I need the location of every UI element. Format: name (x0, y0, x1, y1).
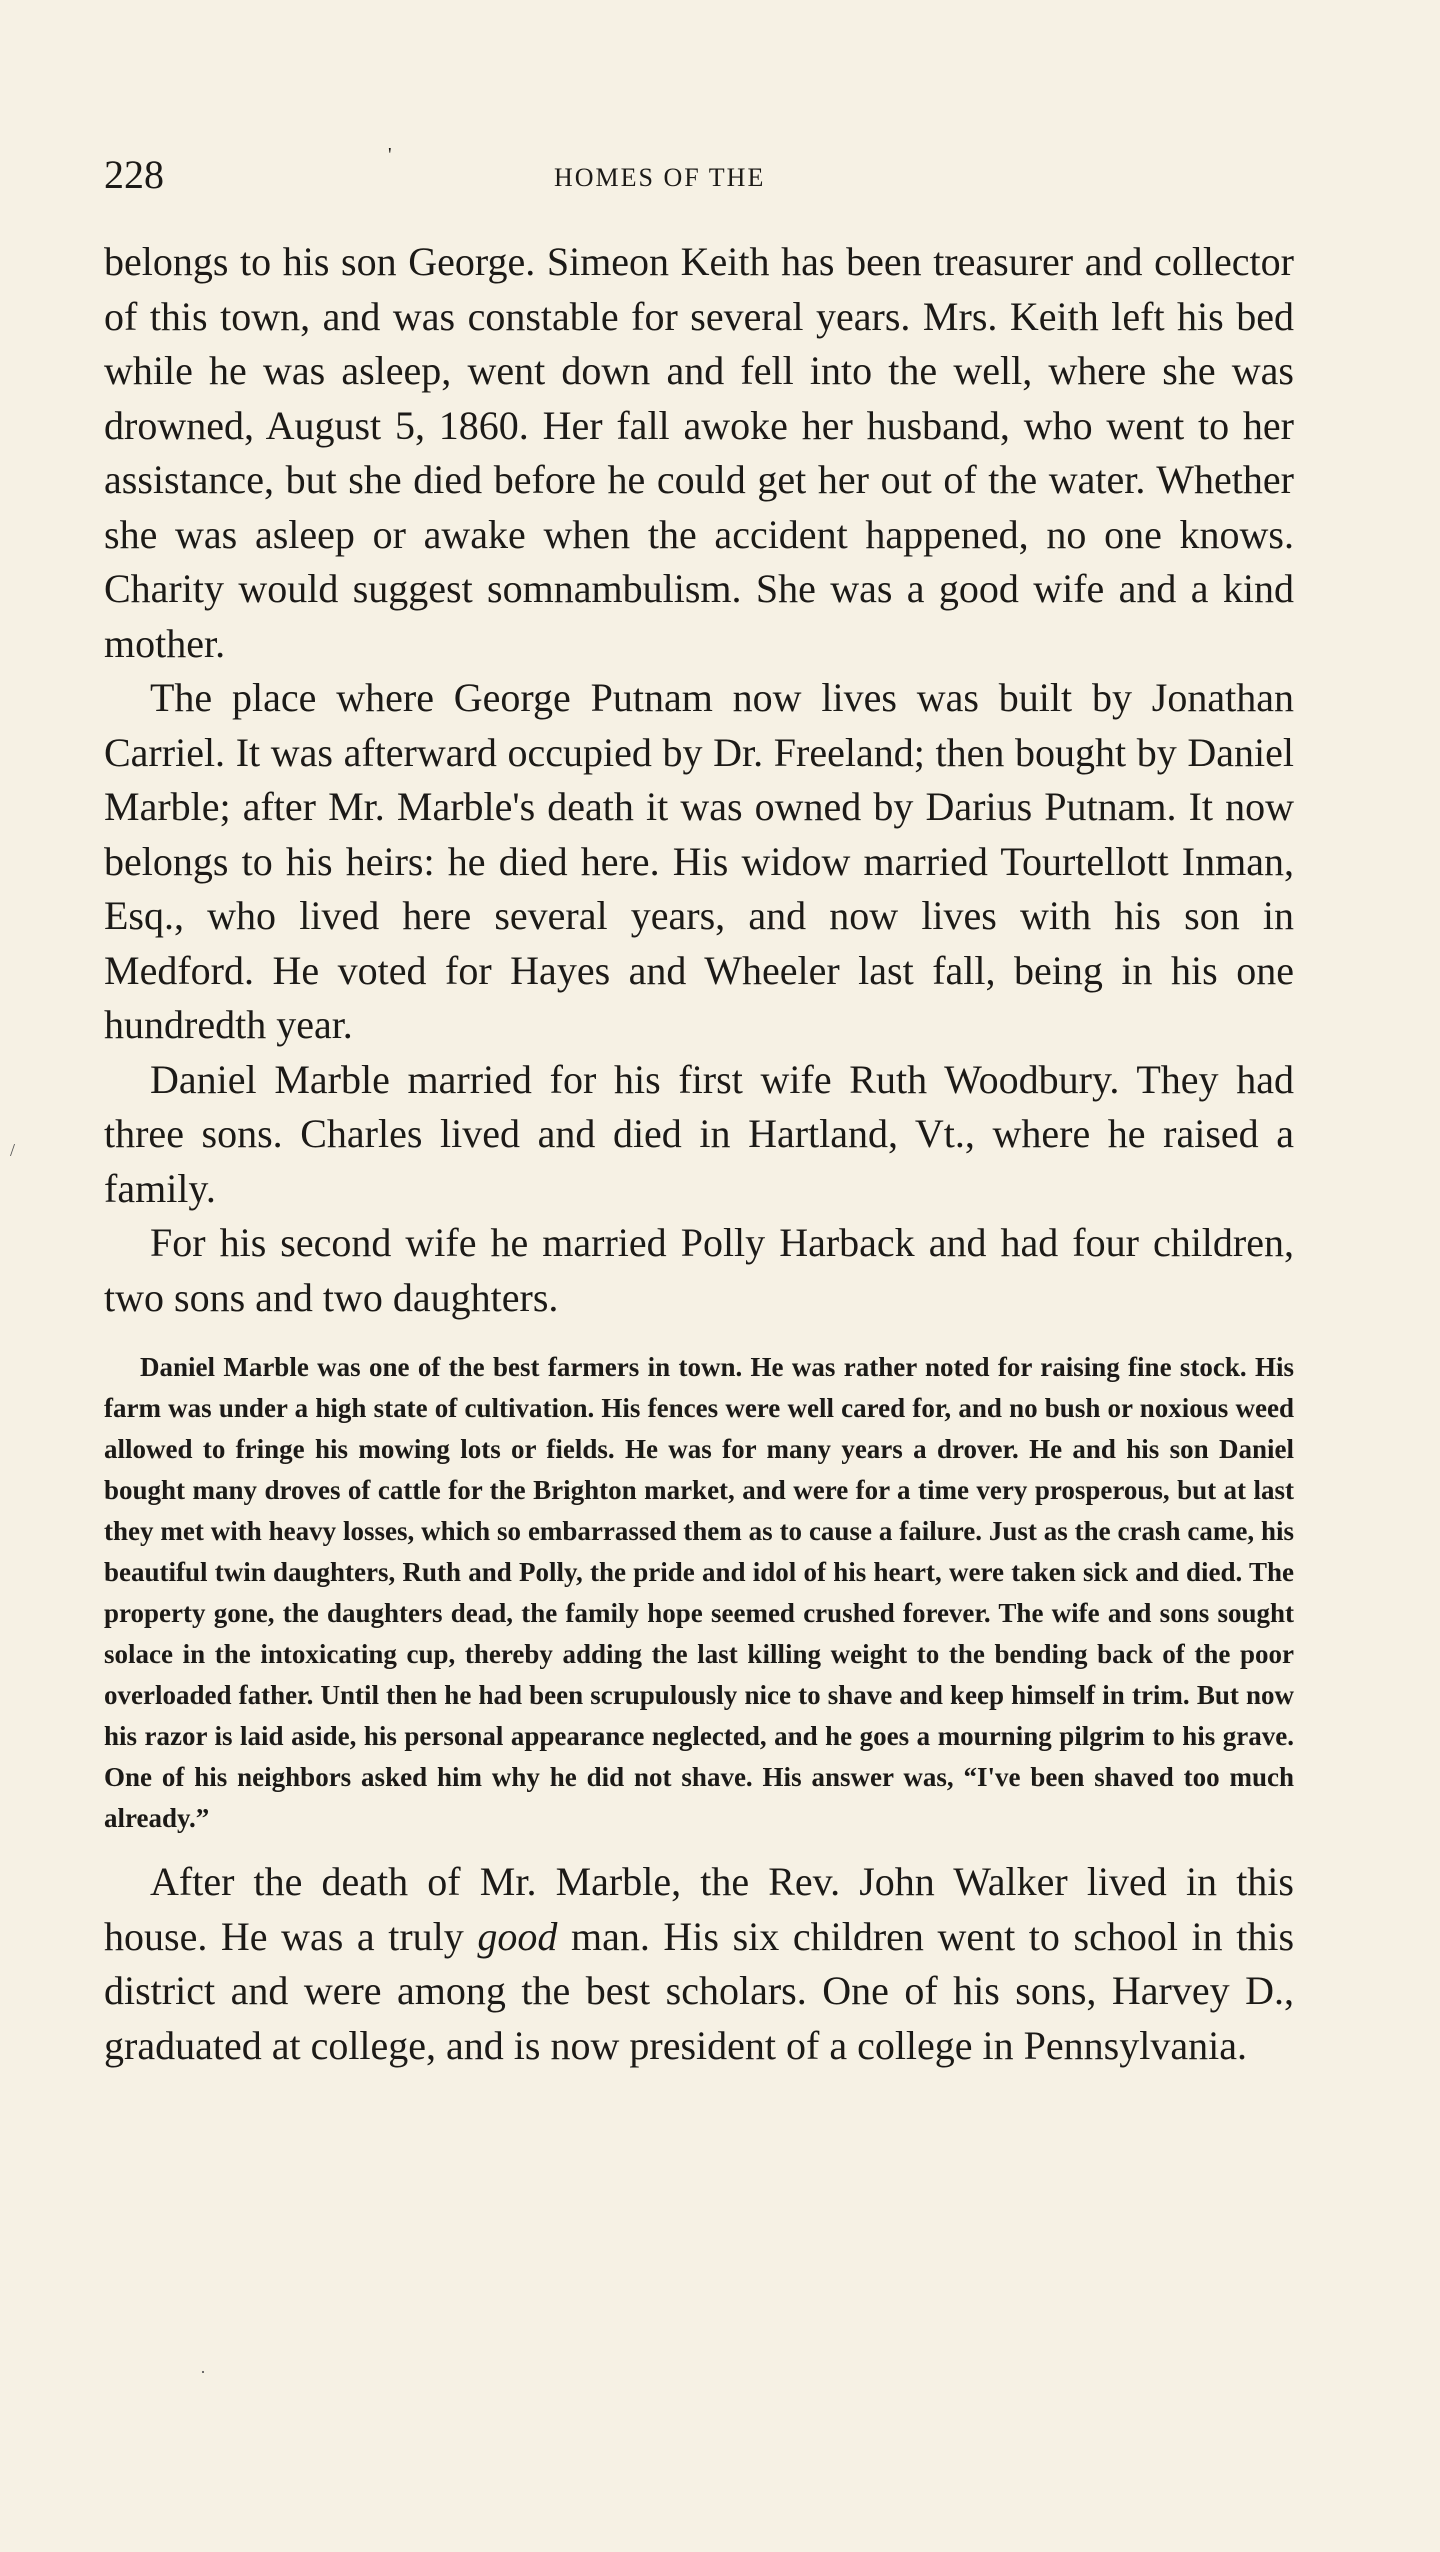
note-block: Daniel Marble was one of the best farmers in town. He was rather noted for raising fine stock. His farm was under a high state of cultivation. His fences were well cared for, and no bush or noxious weed allowed to fringe his mowing lots or fields. He was for many years a drover. He and his son Daniel bought many droves of cattle for the Brighton market, and were for a time very prosperous, but at last they met with heavy losses, which so embarrassed them as to cause a failure. Just as the crash came, his beautiful twin daughters, Ruth and Polly, the pride and idol of his heart, were taken sick and died. The property gone, the daughters dead, the family hope seemed crushed forever. The wife and sons sought solace in the intoxicating cup, thereby adding the last killing weight to the bending back of the poor overloaded father. Until then he had been scrupulously nice to shave and keep himself in trim. But now his razor is laid aside, his personal appearance neglected, and he goes a mourning pilgrim to his grave. One of his neighbors asked him why he did not shave. His answer was, “I've been shaved too much already.” (104, 1352, 1294, 1833)
running-head (104, 144, 1284, 200)
emphasis-good: good (477, 1913, 558, 1959)
paragraph-5-text-a: After the death of Mr. Marble, the Rev. John Walker lived in this house. He was a truly (104, 1859, 1294, 1959)
running-title: HOMES OF THE (554, 163, 766, 192)
paragraph-3: Daniel Marble married for his first wife Ruth Woodbury. They had three sons. Charles lived and died in Hartland, Vt., where he raised a family. (104, 1056, 1294, 1211)
paragraph-1: belongs to his son George. Simeon Keith has been treasurer and collector of this town, and was constable for several years. Mrs. Keith left his bed while he was asleep, went down and fell into the well, where she was drowned, August 5, 1860. Her fall awoke her husband, who went to her assistance, but she died before he could get her out of the water. Whether she was asleep or awake when the accident happened, no one knows. Charity would suggest somnambulism. She was a good wife and a kind mother. (104, 239, 1294, 666)
margin-mark: / (10, 1140, 16, 1160)
paragraph-5 (104, 1855, 1294, 2073)
paragraph-2: The place where George Putnam now lives was built by Jonathan Carriel. It was afterward occupied by Dr. Freeland; then bought by Daniel Marble; after Mr. Marble's death it was owned by Darius Putnam. It now belongs to his heirs: he died here. His widow married Tourtellott Inman, Esq., who lived here several years, and now lives with his son in Medford. He voted for Hayes and Wheeler last fall, being in his one hundredth year. (104, 675, 1294, 1047)
paragraph-5-text-b: man. His six children went to school in this district and were among the best scholars. One of his sons, Harvey D., graduated at college, and is now president of a college in Pennsylvania. (104, 1913, 1295, 2068)
print-speck: · (200, 2362, 206, 2382)
print-mark: ' (388, 144, 392, 166)
body-text (104, 235, 1294, 2073)
page-number: 228 (104, 152, 164, 197)
paragraph-4: For his second wife he married Polly Harback and had four children, two sons and two daughters. (104, 1220, 1294, 1320)
